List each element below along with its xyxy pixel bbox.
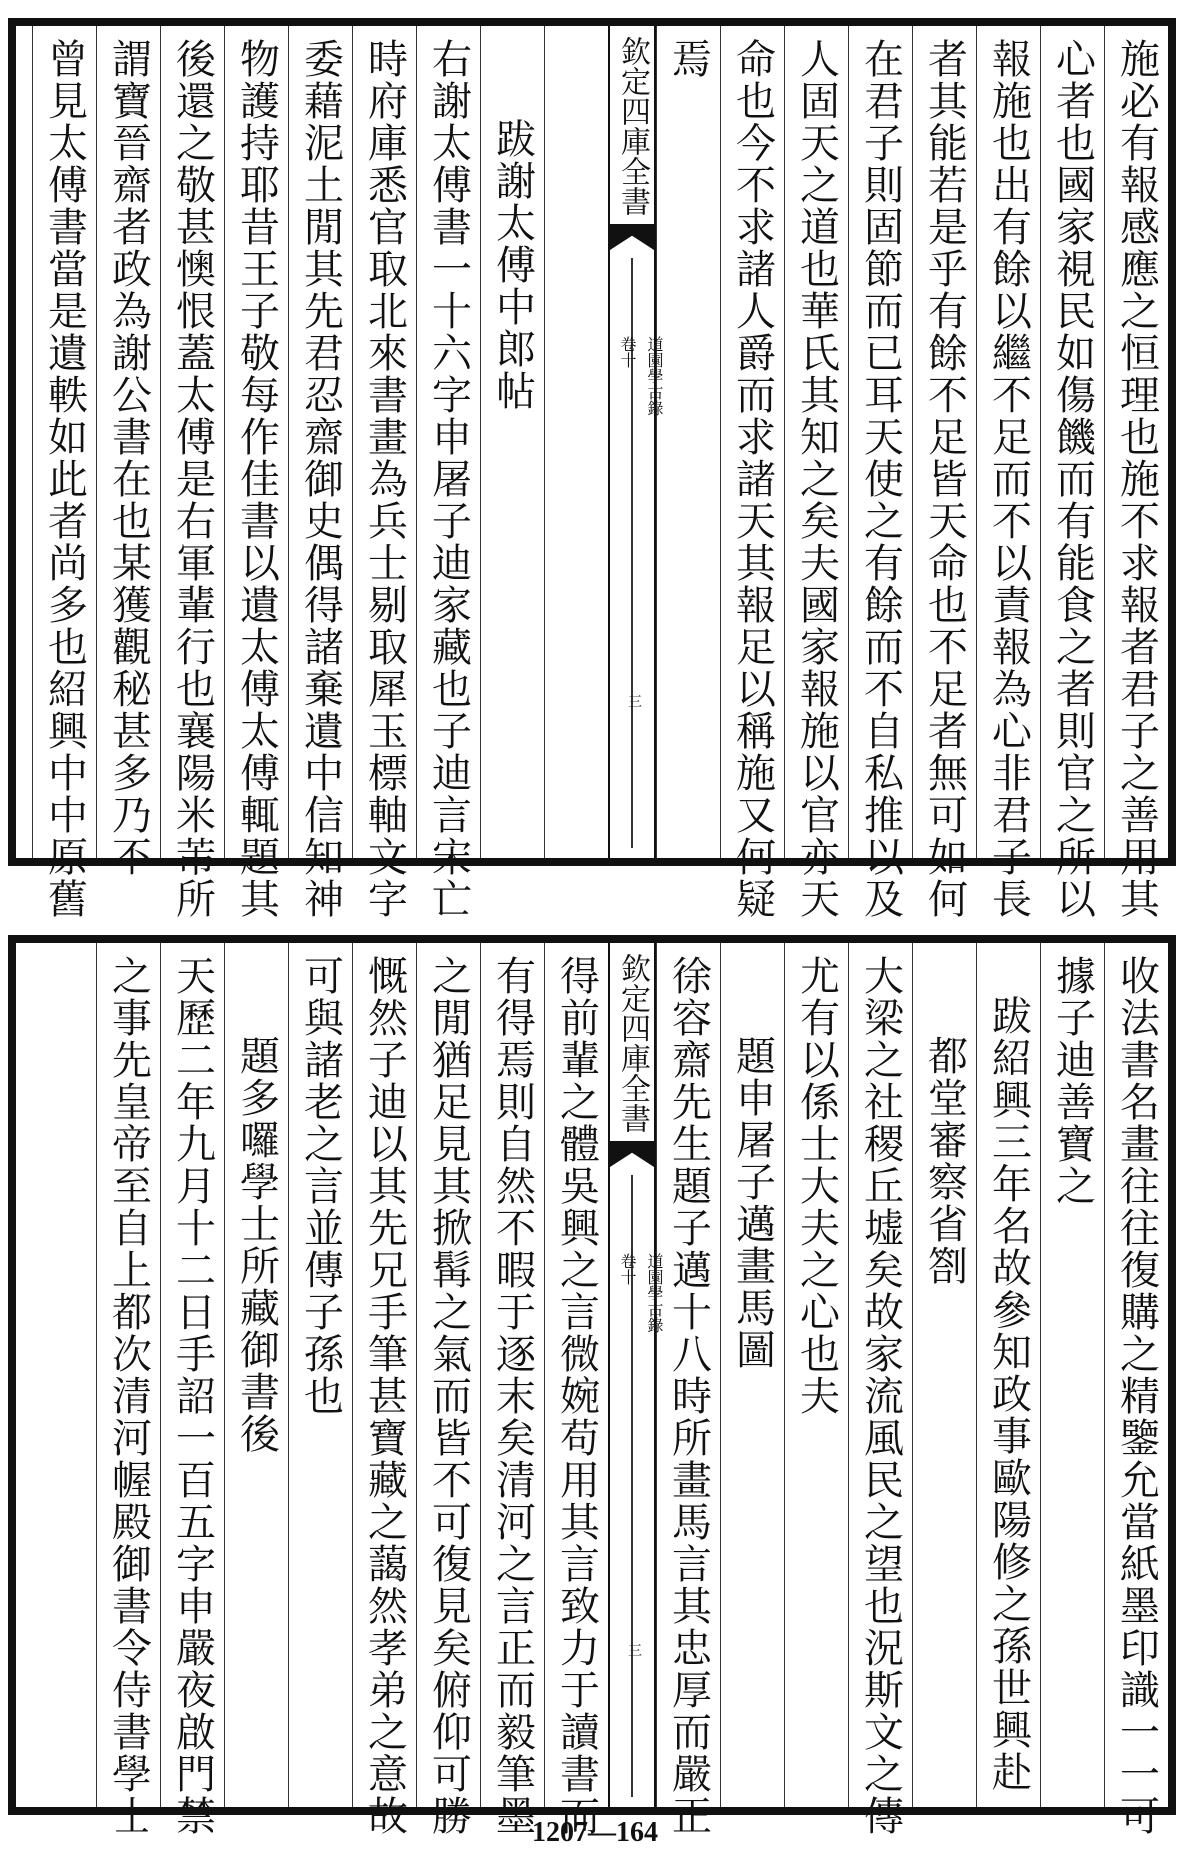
text-column bbox=[352, 26, 416, 920]
spine-meta bbox=[616, 336, 666, 416]
text-column bbox=[976, 943, 1040, 1807]
text-column bbox=[784, 26, 848, 920]
spine-title: 欽定四庫全書 bbox=[615, 36, 650, 216]
text-column bbox=[416, 943, 480, 1837]
column-text: 委藉泥土閒其先君忍齋御史偶得諸棄遺中信知神 bbox=[297, 38, 344, 920]
column-text: 施必有報感應之恒理也施不求報者君子之善用其 bbox=[1113, 38, 1160, 920]
text-column bbox=[160, 943, 224, 1837]
text-column bbox=[352, 943, 416, 1837]
text-column bbox=[96, 26, 160, 878]
column-text: 可與諸老之言並傳子孫也 bbox=[297, 955, 344, 1417]
text-column bbox=[720, 26, 784, 920]
column-text: 命也今不求諸人爵而求諸天其報足以稱施又何疑 bbox=[729, 38, 776, 920]
column-heading: 跋謝太傅中郎帖 bbox=[489, 118, 536, 412]
spine-fishtail-column bbox=[608, 26, 664, 858]
spine-meta bbox=[616, 1253, 666, 1333]
text-column bbox=[416, 26, 480, 920]
fishtail-mark-icon bbox=[610, 224, 654, 250]
column-heading: 跋紹興三年名故參知政事歐陽修之孫世興赴 bbox=[985, 995, 1032, 1793]
column-text: 右謝太傅書一十六字申屠子迪家藏也子迪言宋亡 bbox=[425, 38, 472, 920]
top-page-frame bbox=[8, 18, 1176, 920]
column-text: 焉 bbox=[665, 38, 712, 80]
column-text: 得前輩之體吳興之言微婉苟用其言致力于讀書而 bbox=[553, 955, 600, 1837]
text-column bbox=[288, 943, 352, 1807]
top-page-columns bbox=[16, 26, 1168, 920]
column-text: 慨然子迪以其先兄手筆甚寶藏之藹然孝弟之意故 bbox=[361, 955, 408, 1837]
top-page bbox=[0, 0, 1190, 920]
fishtail-mark-icon bbox=[610, 1141, 654, 1167]
spine-fishtail-column bbox=[608, 943, 664, 1807]
column-text: 時府庫悉官取北來書畫為兵士剔取犀玉標軸文字 bbox=[361, 38, 408, 920]
page-number: 1207—164 bbox=[532, 1817, 658, 1848]
text-column bbox=[544, 943, 608, 1837]
spine-book-title: 道園學古錄 bbox=[645, 1253, 664, 1333]
text-column bbox=[544, 26, 608, 858]
spine-title: 欽定四庫全書 bbox=[615, 953, 650, 1133]
text-column bbox=[1040, 943, 1104, 1807]
text-column bbox=[848, 26, 912, 920]
text-column bbox=[224, 26, 288, 920]
text-column bbox=[912, 26, 976, 920]
text-column bbox=[784, 943, 848, 1807]
column-heading: 都堂審察省劄 bbox=[921, 1035, 968, 1287]
text-column bbox=[976, 26, 1040, 920]
text-column bbox=[656, 26, 720, 858]
column-text: 在君子則固節而已耳天使之有餘而不自私推以及 bbox=[857, 38, 904, 920]
spine-volume: 卷十 bbox=[618, 1253, 637, 1285]
column-text: 謂寶晉齋者政為謝公書在也某獲觀秘甚多乃不 bbox=[105, 38, 152, 878]
column-text: 有得焉則自然不暇于逐末矣清河之言正而毅筆墨 bbox=[489, 955, 536, 1837]
text-column bbox=[720, 943, 784, 1807]
column-heading: 題多囉學士所藏御書後 bbox=[233, 1035, 280, 1455]
column-text: 者其能若是乎有餘不足皆天命也不足者無可如何 bbox=[921, 38, 968, 920]
text-column bbox=[224, 943, 288, 1807]
column-text: 大梁之社稷丘墟矣故家流風民之望也況斯文之傳 bbox=[857, 955, 904, 1837]
spine-volume: 卷十 bbox=[618, 336, 637, 368]
text-column bbox=[656, 943, 720, 1837]
text-column bbox=[912, 943, 976, 1807]
spine-folio: 三 bbox=[626, 694, 642, 708]
column-text: 據子迪善寶之 bbox=[1049, 955, 1096, 1207]
text-column bbox=[1104, 26, 1168, 920]
text-column bbox=[32, 26, 96, 920]
text-column bbox=[480, 26, 544, 858]
column-text: 報施也出有餘以繼不足而不以責報為心非君子長 bbox=[985, 38, 1032, 920]
column-text: 收法書名畫往往復購之精鑒允當紙墨印識一一可 bbox=[1113, 955, 1160, 1837]
column-text: 曾見太傅書當是遺軼如此者尚多也紹興中中原舊 bbox=[41, 38, 88, 920]
text-column bbox=[480, 943, 544, 1837]
column-text: 人固天之道也華氏其知之矣夫國家報施以官亦天 bbox=[793, 38, 840, 920]
column-text: 之事先皇帝至自上都次清河幄殿御書令侍書學士 bbox=[105, 955, 152, 1837]
column-text: 之閒猶足見其掀髯之氣而皆不可復見矣俯仰可勝 bbox=[425, 955, 472, 1837]
column-heading: 題申屠子邁畫馬圖 bbox=[729, 1035, 776, 1371]
text-column bbox=[160, 26, 224, 920]
text-column bbox=[288, 26, 352, 920]
spine-book-title: 道園學古錄 bbox=[645, 336, 664, 416]
column-text: 後還之敬甚懊恨蓋太傅是右軍輩行也襄陽米芾所 bbox=[169, 38, 216, 920]
column-text: 心者也國家視民如傷饑而有能食之者則官之所以 bbox=[1049, 38, 1096, 920]
spine-folio: 三 bbox=[626, 1643, 642, 1657]
text-column bbox=[848, 943, 912, 1837]
column-text: 天歷二年九月十二日手詔一百五字申嚴夜啟門禁 bbox=[169, 955, 216, 1837]
column-text: 尤有以係士大夫之心也夫 bbox=[793, 955, 840, 1417]
column-text: 物護持耶昔王子敬每作佳書以遺太傅太傅輒題其 bbox=[233, 38, 280, 920]
text-column bbox=[1104, 943, 1168, 1837]
column-text: 徐容齋先生題子邁十八時所畫馬言其忠厚而嚴正 bbox=[665, 955, 712, 1837]
bottom-page bbox=[0, 925, 1190, 1845]
text-column bbox=[96, 943, 160, 1837]
text-column bbox=[1040, 26, 1104, 920]
